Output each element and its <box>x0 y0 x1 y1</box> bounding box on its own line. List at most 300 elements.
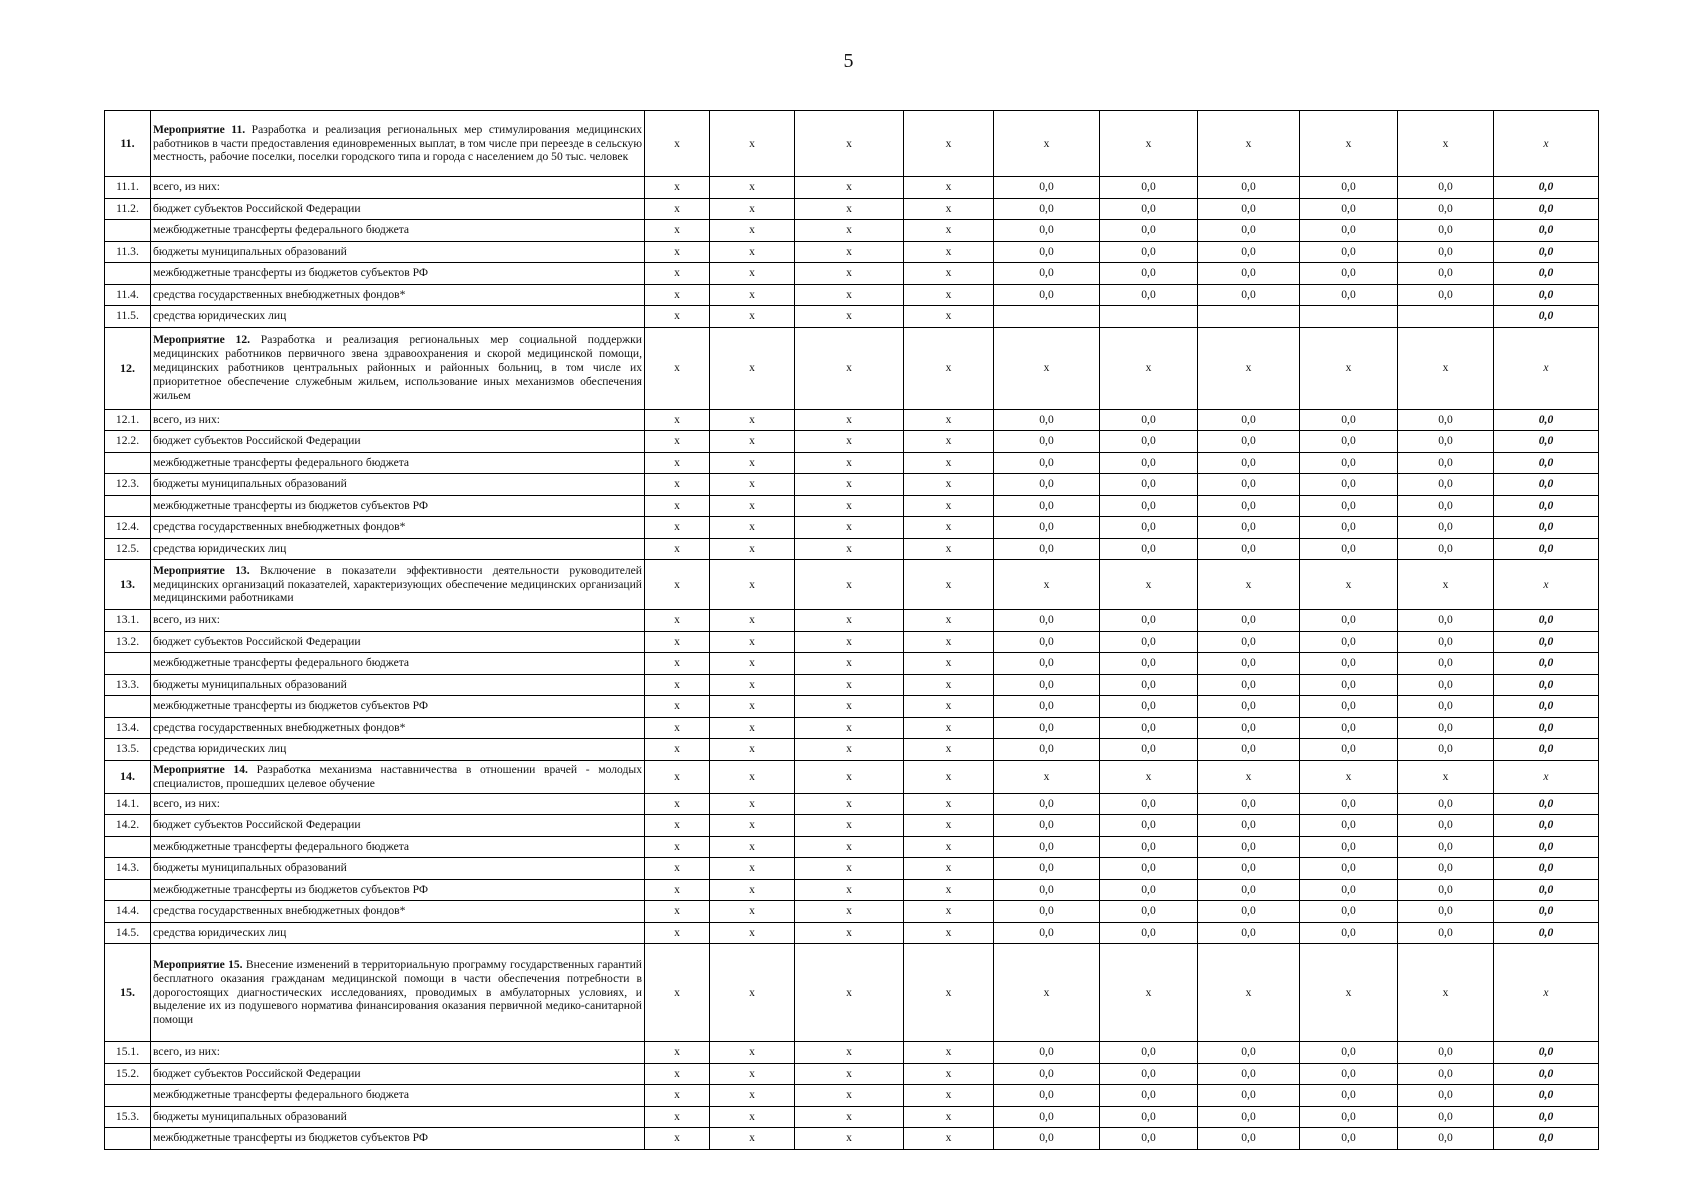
value-cell: x <box>710 610 795 632</box>
value-cell: x <box>710 220 795 242</box>
value-cell: 0,0 <box>1398 739 1494 761</box>
value-cell: 0,0 <box>1100 538 1198 560</box>
value-cell: 0,0 <box>994 653 1100 675</box>
value-cell: x <box>645 241 710 263</box>
value-cell: 0,0 <box>1398 538 1494 560</box>
activity-row <box>105 944 1599 1042</box>
value-cell: 0,0 <box>1198 452 1300 474</box>
funding-source: бюджеты муниципальных образований <box>151 1106 645 1128</box>
value-cell: x <box>710 560 795 610</box>
value-cell: x <box>710 452 795 474</box>
value-cell <box>1398 306 1494 328</box>
value-cell: x <box>710 901 795 923</box>
activity-text: Включение в показатели эффективности деятельности руководителей медицинских организаций показателей, характеризующих обеспечение медицинских организаций медицинскими работниками <box>153 563 642 605</box>
value-cell: x <box>710 815 795 837</box>
value-cell: 0,0 <box>1398 284 1494 306</box>
value-cell: 0,0 <box>1198 177 1300 199</box>
funding-row <box>105 517 1599 539</box>
value-cell: x <box>904 452 994 474</box>
total-cell: 0,0 <box>1494 452 1599 474</box>
value-cell <box>1198 306 1300 328</box>
value-cell: 0,0 <box>1398 241 1494 263</box>
funding-source: межбюджетные трансферты из бюджетов субъектов РФ <box>151 696 645 718</box>
total-cell: 0,0 <box>1494 1085 1599 1107</box>
value-cell: x <box>994 944 1100 1042</box>
value-cell: x <box>710 1063 795 1085</box>
value-cell: 0,0 <box>1398 653 1494 675</box>
value-cell: x <box>645 1128 710 1150</box>
value-cell: 0,0 <box>1198 631 1300 653</box>
value-cell: 0,0 <box>994 901 1100 923</box>
value-cell: x <box>904 1106 994 1128</box>
row-number: 12.4. <box>105 517 151 539</box>
total-cell: 0,0 <box>1494 1128 1599 1150</box>
activity-description <box>151 944 645 1042</box>
funding-source: бюджеты муниципальных образований <box>151 474 645 496</box>
value-cell: 0,0 <box>994 815 1100 837</box>
value-cell: 0,0 <box>1198 1063 1300 1085</box>
value-cell: x <box>795 560 904 610</box>
value-cell: x <box>710 696 795 718</box>
value-cell: 0,0 <box>1300 263 1398 285</box>
funding-row <box>105 922 1599 944</box>
value-cell: 0,0 <box>1398 610 1494 632</box>
value-cell: 0,0 <box>1100 610 1198 632</box>
value-cell: 0,0 <box>994 1128 1100 1150</box>
value-cell: 0,0 <box>1398 901 1494 923</box>
total-cell: 0,0 <box>1494 858 1599 880</box>
funding-source: межбюджетные трансферты из бюджетов субъектов РФ <box>151 263 645 285</box>
value-cell: x <box>795 836 904 858</box>
funding-row <box>105 452 1599 474</box>
value-cell: x <box>795 793 904 815</box>
value-cell: 0,0 <box>1100 631 1198 653</box>
value-cell: 0,0 <box>1198 1085 1300 1107</box>
value-cell: x <box>645 517 710 539</box>
value-cell: x <box>1100 327 1198 409</box>
value-cell: 0,0 <box>1398 474 1494 496</box>
value-cell: 0,0 <box>1300 517 1398 539</box>
value-cell: x <box>904 241 994 263</box>
value-cell: 0,0 <box>1300 1063 1398 1085</box>
activity-row <box>105 111 1599 177</box>
budget-table <box>104 110 1599 1150</box>
value-cell: 0,0 <box>1100 717 1198 739</box>
value-cell: x <box>710 717 795 739</box>
value-cell: 0,0 <box>1398 495 1494 517</box>
row-number: 11.2. <box>105 198 151 220</box>
value-cell: 0,0 <box>1398 198 1494 220</box>
value-cell: x <box>904 111 994 177</box>
value-cell: x <box>1398 111 1494 177</box>
value-cell: x <box>645 793 710 815</box>
funding-row <box>105 306 1599 328</box>
value-cell: x <box>645 717 710 739</box>
row-number: 11. <box>105 111 151 177</box>
value-cell <box>994 306 1100 328</box>
row-number: 12.3. <box>105 474 151 496</box>
funding-row <box>105 793 1599 815</box>
value-cell: 0,0 <box>994 674 1100 696</box>
funding-row <box>105 1106 1599 1128</box>
value-cell: x <box>904 901 994 923</box>
funding-row <box>105 495 1599 517</box>
value-cell: x <box>904 631 994 653</box>
funding-source: бюджет субъектов Российской Федерации <box>151 1063 645 1085</box>
total-cell: 0,0 <box>1494 220 1599 242</box>
value-cell: x <box>904 431 994 453</box>
value-cell: 0,0 <box>1100 198 1198 220</box>
value-cell: x <box>710 474 795 496</box>
value-cell: 0,0 <box>1300 901 1398 923</box>
value-cell: 0,0 <box>1300 474 1398 496</box>
value-cell: 0,0 <box>994 474 1100 496</box>
value-cell: 0,0 <box>1100 495 1198 517</box>
value-cell: x <box>795 431 904 453</box>
activity-row <box>105 560 1599 610</box>
value-cell: 0,0 <box>1398 922 1494 944</box>
total-cell: 0,0 <box>1494 879 1599 901</box>
value-cell: x <box>795 674 904 696</box>
value-cell: x <box>710 409 795 431</box>
value-cell: 0,0 <box>994 495 1100 517</box>
funding-source: бюджет субъектов Российской Федерации <box>151 815 645 837</box>
value-cell: x <box>710 760 795 793</box>
value-cell: 0,0 <box>1398 1063 1494 1085</box>
row-number: 15.2. <box>105 1063 151 1085</box>
funding-source: средства юридических лиц <box>151 739 645 761</box>
value-cell: x <box>710 198 795 220</box>
value-cell: 0,0 <box>1398 793 1494 815</box>
value-cell: 0,0 <box>1198 1106 1300 1128</box>
value-cell: x <box>710 1085 795 1107</box>
value-cell: x <box>994 327 1100 409</box>
activity-title: Мероприятие 14. <box>153 762 248 776</box>
total-cell: 0,0 <box>1494 1106 1599 1128</box>
value-cell: x <box>645 1063 710 1085</box>
value-cell: x <box>645 610 710 632</box>
value-cell: x <box>710 1128 795 1150</box>
value-cell: x <box>1398 560 1494 610</box>
value-cell: 0,0 <box>994 220 1100 242</box>
value-cell: 0,0 <box>994 631 1100 653</box>
row-number: 14.2. <box>105 815 151 837</box>
row-number: 13.5. <box>105 739 151 761</box>
value-cell: 0,0 <box>1300 836 1398 858</box>
value-cell: x <box>1398 327 1494 409</box>
value-cell: 0,0 <box>1100 739 1198 761</box>
value-cell: x <box>645 538 710 560</box>
value-cell: 0,0 <box>1300 631 1398 653</box>
value-cell: x <box>904 836 994 858</box>
value-cell: 0,0 <box>1300 198 1398 220</box>
value-cell: x <box>710 538 795 560</box>
value-cell: 0,0 <box>1300 696 1398 718</box>
funding-source: бюджет субъектов Российской Федерации <box>151 198 645 220</box>
value-cell: 0,0 <box>1300 739 1398 761</box>
value-cell: 0,0 <box>1100 696 1198 718</box>
value-cell: x <box>904 858 994 880</box>
value-cell: 0,0 <box>1198 495 1300 517</box>
value-cell: x <box>645 327 710 409</box>
activity-title: Мероприятие 11. <box>153 122 246 136</box>
value-cell: x <box>904 1128 994 1150</box>
value-cell: 0,0 <box>1198 284 1300 306</box>
value-cell: 0,0 <box>994 696 1100 718</box>
value-cell: x <box>795 1106 904 1128</box>
row-number <box>105 495 151 517</box>
value-cell: x <box>795 1063 904 1085</box>
value-cell: 0,0 <box>994 739 1100 761</box>
value-cell: 0,0 <box>1300 177 1398 199</box>
value-cell: x <box>795 220 904 242</box>
value-cell: 0,0 <box>1300 284 1398 306</box>
value-cell: x <box>1198 327 1300 409</box>
total-cell: 0,0 <box>1494 901 1599 923</box>
funding-source: бюджеты муниципальных образований <box>151 858 645 880</box>
total-cell: 0,0 <box>1494 263 1599 285</box>
value-cell: 0,0 <box>994 409 1100 431</box>
value-cell: x <box>1100 760 1198 793</box>
value-cell: 0,0 <box>1100 1128 1198 1150</box>
value-cell: 0,0 <box>994 1085 1100 1107</box>
value-cell: x <box>795 111 904 177</box>
total-cell: 0,0 <box>1494 306 1599 328</box>
value-cell: 0,0 <box>1198 739 1300 761</box>
value-cell: x <box>795 1042 904 1064</box>
value-cell: x <box>795 901 904 923</box>
value-cell: 0,0 <box>1398 431 1494 453</box>
value-cell: x <box>904 517 994 539</box>
value-cell: x <box>904 263 994 285</box>
value-cell: x <box>710 858 795 880</box>
value-cell: x <box>710 263 795 285</box>
value-cell: 0,0 <box>1398 815 1494 837</box>
total-cell: 0,0 <box>1494 198 1599 220</box>
value-cell: 0,0 <box>1198 517 1300 539</box>
value-cell: 0,0 <box>1100 653 1198 675</box>
activity-row <box>105 760 1599 793</box>
value-cell: x <box>1198 944 1300 1042</box>
value-cell: 0,0 <box>1100 284 1198 306</box>
value-cell: 0,0 <box>1398 1128 1494 1150</box>
value-cell: x <box>645 177 710 199</box>
total-cell: 0,0 <box>1494 495 1599 517</box>
value-cell: 0,0 <box>1100 879 1198 901</box>
value-cell <box>1100 306 1198 328</box>
funding-row <box>105 409 1599 431</box>
value-cell: 0,0 <box>1300 1085 1398 1107</box>
value-cell: x <box>904 495 994 517</box>
total-cell: 0,0 <box>1494 631 1599 653</box>
value-cell: x <box>904 879 994 901</box>
value-cell: x <box>645 836 710 858</box>
row-number: 13.2. <box>105 631 151 653</box>
value-cell: x <box>904 1042 994 1064</box>
value-cell: 0,0 <box>1100 836 1198 858</box>
value-cell: 0,0 <box>994 1106 1100 1128</box>
value-cell: x <box>795 610 904 632</box>
value-cell: 0,0 <box>1300 674 1398 696</box>
value-cell: 0,0 <box>1198 409 1300 431</box>
value-cell: 0,0 <box>1100 220 1198 242</box>
value-cell: x <box>795 198 904 220</box>
value-cell: 0,0 <box>1100 1063 1198 1085</box>
row-number: 14.3. <box>105 858 151 880</box>
funding-source: всего, из них: <box>151 177 645 199</box>
value-cell: 0,0 <box>1198 674 1300 696</box>
value-cell: 0,0 <box>1398 879 1494 901</box>
value-cell: x <box>904 922 994 944</box>
row-number: 15.1. <box>105 1042 151 1064</box>
total-cell: 0,0 <box>1494 1063 1599 1085</box>
value-cell: x <box>1100 944 1198 1042</box>
value-cell: x <box>904 1063 994 1085</box>
funding-source: всего, из них: <box>151 1042 645 1064</box>
row-number: 12.5. <box>105 538 151 560</box>
value-cell: x <box>795 495 904 517</box>
funding-row <box>105 1063 1599 1085</box>
value-cell: x <box>795 517 904 539</box>
value-cell: x <box>710 1106 795 1128</box>
value-cell: x <box>645 858 710 880</box>
funding-source: межбюджетные трансферты федерального бюджета <box>151 1085 645 1107</box>
row-number <box>105 1128 151 1150</box>
value-cell: 0,0 <box>1100 815 1198 837</box>
value-cell: 0,0 <box>1198 836 1300 858</box>
funding-source: межбюджетные трансферты из бюджетов субъектов РФ <box>151 879 645 901</box>
value-cell: x <box>710 879 795 901</box>
value-cell: x <box>645 452 710 474</box>
value-cell: 0,0 <box>1300 815 1398 837</box>
row-number: 13.4. <box>105 717 151 739</box>
value-cell: 0,0 <box>1100 431 1198 453</box>
total-cell: x <box>1494 560 1599 610</box>
activity-description <box>151 760 645 793</box>
value-cell: 0,0 <box>1100 263 1198 285</box>
value-cell: 0,0 <box>994 793 1100 815</box>
value-cell: x <box>904 306 994 328</box>
value-cell: x <box>645 901 710 923</box>
value-cell: x <box>994 111 1100 177</box>
value-cell: x <box>904 717 994 739</box>
row-number <box>105 879 151 901</box>
value-cell: x <box>1300 760 1398 793</box>
funding-source: средства государственных внебюджетных фондов* <box>151 517 645 539</box>
row-number <box>105 653 151 675</box>
value-cell <box>1300 306 1398 328</box>
value-cell: 0,0 <box>994 177 1100 199</box>
total-cell: x <box>1494 760 1599 793</box>
row-number <box>105 836 151 858</box>
funding-row <box>105 610 1599 632</box>
value-cell: 0,0 <box>1198 793 1300 815</box>
total-cell: x <box>1494 944 1599 1042</box>
value-cell: 0,0 <box>1300 538 1398 560</box>
funding-row <box>105 538 1599 560</box>
row-number: 13. <box>105 560 151 610</box>
value-cell: x <box>795 241 904 263</box>
row-number <box>105 220 151 242</box>
value-cell: 0,0 <box>1398 263 1494 285</box>
value-cell: x <box>1198 560 1300 610</box>
value-cell: 0,0 <box>1398 1085 1494 1107</box>
funding-row <box>105 901 1599 923</box>
value-cell: 0,0 <box>1300 241 1398 263</box>
funding-row <box>105 263 1599 285</box>
value-cell: x <box>645 220 710 242</box>
funding-row <box>105 879 1599 901</box>
value-cell: 0,0 <box>994 452 1100 474</box>
total-cell: 0,0 <box>1494 696 1599 718</box>
value-cell: 0,0 <box>1300 858 1398 880</box>
total-cell: 0,0 <box>1494 177 1599 199</box>
value-cell: x <box>904 696 994 718</box>
funding-source: межбюджетные трансферты федерального бюджета <box>151 836 645 858</box>
value-cell: x <box>710 431 795 453</box>
total-cell: 0,0 <box>1494 922 1599 944</box>
value-cell: x <box>795 474 904 496</box>
value-cell: 0,0 <box>1100 922 1198 944</box>
row-number <box>105 263 151 285</box>
page-number: 5 <box>843 50 854 72</box>
value-cell: x <box>795 1128 904 1150</box>
value-cell: 0,0 <box>1398 836 1494 858</box>
activity-title: Мероприятие 13. <box>153 563 250 577</box>
funding-row <box>105 1128 1599 1150</box>
funding-source: средства юридических лиц <box>151 922 645 944</box>
value-cell: x <box>795 944 904 1042</box>
total-cell: 0,0 <box>1494 1042 1599 1064</box>
total-cell: 0,0 <box>1494 610 1599 632</box>
value-cell: x <box>645 1106 710 1128</box>
funding-row <box>105 220 1599 242</box>
value-cell: 0,0 <box>1100 517 1198 539</box>
value-cell: 0,0 <box>994 836 1100 858</box>
value-cell: x <box>1100 560 1198 610</box>
funding-source: межбюджетные трансферты федерального бюджета <box>151 220 645 242</box>
funding-source: средства государственных внебюджетных фондов* <box>151 901 645 923</box>
value-cell: x <box>904 944 994 1042</box>
value-cell: x <box>645 922 710 944</box>
value-cell: x <box>795 177 904 199</box>
value-cell: 0,0 <box>994 1063 1100 1085</box>
value-cell: 0,0 <box>1398 1106 1494 1128</box>
value-cell: x <box>904 198 994 220</box>
funding-source: всего, из них: <box>151 793 645 815</box>
value-cell: x <box>1300 111 1398 177</box>
value-cell: 0,0 <box>994 431 1100 453</box>
value-cell: x <box>645 198 710 220</box>
value-cell: x <box>645 409 710 431</box>
total-cell: 0,0 <box>1494 474 1599 496</box>
value-cell: x <box>710 111 795 177</box>
value-cell: x <box>1300 560 1398 610</box>
row-number: 14.1. <box>105 793 151 815</box>
total-cell: 0,0 <box>1494 674 1599 696</box>
activity-description <box>151 111 645 177</box>
value-cell: 0,0 <box>1300 409 1398 431</box>
value-cell: 0,0 <box>1398 717 1494 739</box>
funding-row <box>105 177 1599 199</box>
value-cell: x <box>710 327 795 409</box>
value-cell: x <box>1398 760 1494 793</box>
value-cell: x <box>645 760 710 793</box>
funding-source: средства государственных внебюджетных фондов* <box>151 284 645 306</box>
value-cell: 0,0 <box>1198 901 1300 923</box>
funding-row <box>105 696 1599 718</box>
value-cell: 0,0 <box>1100 674 1198 696</box>
